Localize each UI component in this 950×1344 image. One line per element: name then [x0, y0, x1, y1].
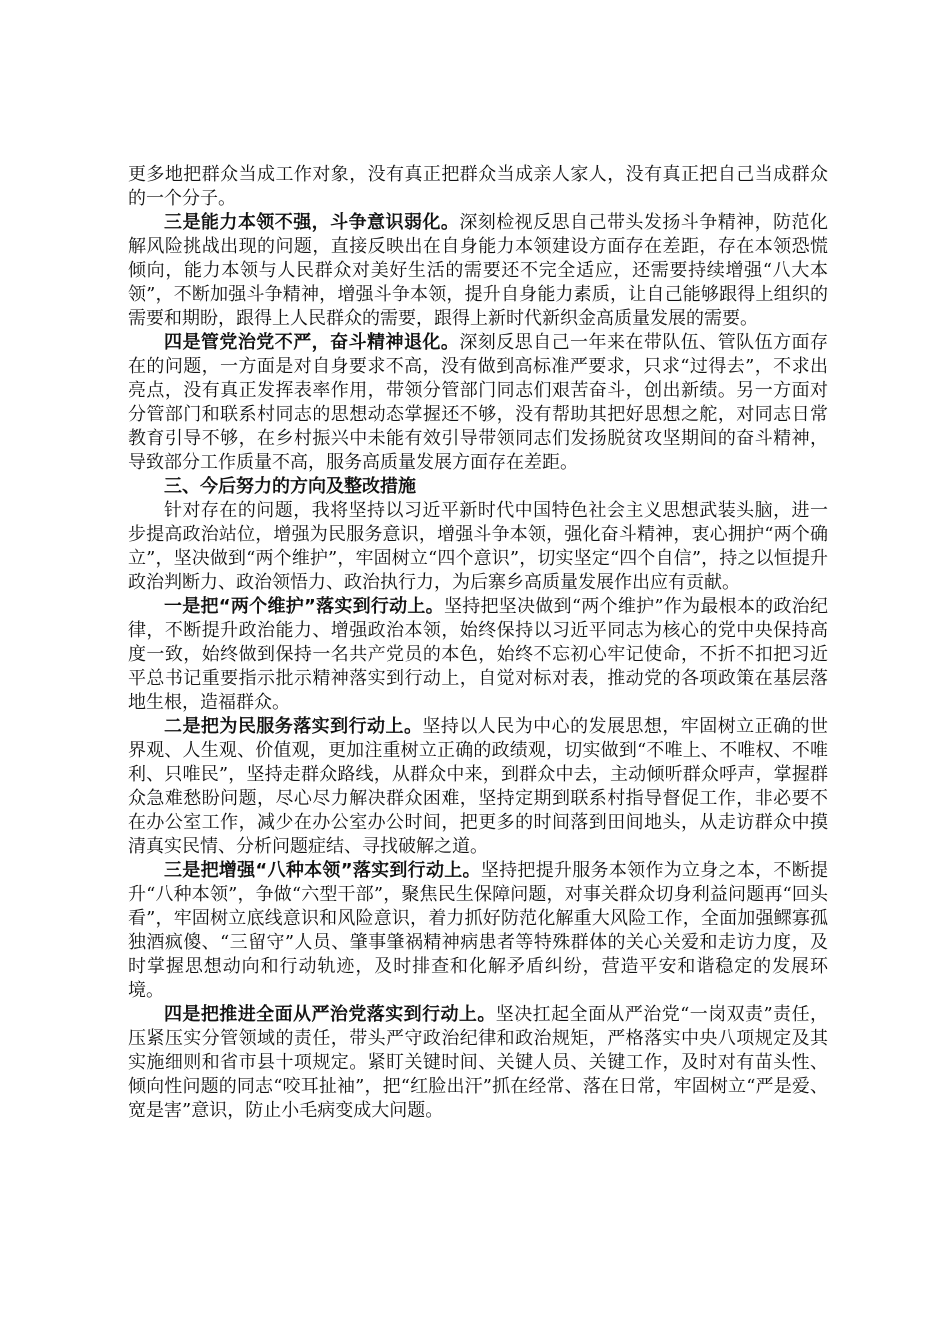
paragraph-ability: [128, 211, 828, 331]
paragraph-text: 坚决扛起全面从严治党“一岗双责”责任，压紧压实分管领域的责任，带头严守政治纪律和政治规矩，严格落实中央八项规定及其实施细则和省市县十项规定。紧盯关键时间、关键人员、关键工作，及时对有苗头性、倾向性问题的同志“咬耳扯袖”，把“红脸出汗”抓在经常、落在日常，牢固树立“严是爱、宽是害”意识，防止小毛病变成大问题。: [128, 1004, 828, 1121]
paragraph-measure-3: [128, 859, 828, 1003]
paragraph-measure-2: [128, 715, 828, 859]
paragraph-lead: 三是能力本领不强，斗争意识弱化。: [164, 212, 460, 233]
paragraph-text: 坚持把提升服务本领作为立身之本，不断提升“八种本领”，争做“六型干部”，聚焦民生保障问题，对事关群众切身利益问题再“回头看”，牢固树立底线意识和风险意识，着力抓好防范化解重大风险工作，全面加强鳏寡孤独酒疯傻、“三留守”人员、肇事肇祸精神病患者等特殊群体的关心关爱和走访力度，及时掌握思想动向和行动轨迹，及时排查和化解矛盾纠纷，营造平安和谐稳定的发展环境。: [128, 860, 828, 1001]
paragraph-lead: 二是把为民服务落实到行动上。: [164, 716, 423, 737]
paragraph-measure-4: [128, 1003, 828, 1123]
paragraph-text: 深刻检视反思自己带头发扬斗争精神，防范化解风险挑战出现的问题，直接反映出在自身能力本领建设方面存在差距，存在本领恐慌倾向，能力本领与人民群众对美好生活的需要还不完全适应，还需要持续增强“八大本领”，不断加强斗争精神，增强斗争本领，提升自身能力素质，让自己能够跟得上组织的需要和期盼，跟得上人民群众的需要，跟得上新时代新织金高质量发展的需要。: [128, 212, 828, 329]
paragraph-lead: 一是把“两个维护”落实到行动上。: [164, 596, 444, 617]
paragraph-text: 坚持把坚决做到“两个维护”作为最根本的政治纪律，不断提升政治能力、增强政治本领，始终保持以习近平同志为核心的党中央保持高度一致，始终做到保持一名共产党员的本色，始终不忘初心牢记使命，不折不扣把习近平总书记重要指示批示精神落实到行动上，自觉对标对表，推动党的各项政策在基层落地生根，造福群众。: [128, 596, 828, 713]
paragraph-continuation: [128, 163, 828, 211]
paragraph-lead: 四是管党治党不严，奋斗精神退化。: [164, 332, 460, 353]
paragraph-party-management: [128, 331, 828, 475]
section-heading: 三、今后努力的方向及整改措施: [164, 476, 416, 497]
paragraph-text: 更多地把群众当成工作对象，没有真正把群众当成亲人家人，没有真正把自己当成群众的一个分子。: [128, 164, 828, 209]
paragraph-text: 深刻反思自己一年来在带队伍、管队伍方面存在的问题，一方面是对自身要求不高，没有做到高标准严要求，只求“过得去”，不求出亮点，没有真正发挥表率作用，带领分管部门同志们艰苦奋斗，创出新绩。另一方面对分管部门和联系村同志的思想动态掌握还不够，没有帮助其把好思想之舵，对同志日常教育引导不够，在乡村振兴中未能有效引导带领同志们发扬脱贫攻坚期间的奋斗精神，导致部分工作质量不高，服务高质量发展方面存在差距。: [128, 332, 828, 473]
paragraph-lead: 三是把增强“八种本领”落实到行动上。: [164, 860, 481, 881]
paragraph-text: 坚持以人民为中心的发展思想，牢固树立正确的世界观、人生观、价值观，更加注重树立正确的政绩观，切实做到“不唯上、不唯权、不唯利、只唯民”，坚持走群众路线，从群众中来，到群众中去，主动倾听群众呼声，掌握群众急难愁盼问题，尽心尽力解决群众困难，坚持定期到联系村指导督促工作，非必要不在办公室工作，减少在办公室办公时间，把更多的时间落到田间地头，从走访群众中摸清真实民情、分析问题症结、寻找破解之道。: [128, 716, 829, 857]
paragraph-intro: [128, 499, 828, 595]
paragraph-lead: 四是把推进全面从严治党落实到行动上。: [164, 1004, 496, 1025]
document-body: [128, 163, 828, 1123]
paragraph-text: 针对存在的问题，我将坚持以习近平新时代中国特色社会主义思想武装头脑，进一步提高政治站位，增强为民服务意识，增强斗争本领，强化奋斗精神，衷心拥护“两个确立”，坚决做到“两个维护”，牢固树立“四个意识”，切实坚定“四个自信”，持之以恒提升政治判断力、政治领悟力、政治执行力，为后寨乡高质量发展作出应有贡献。: [128, 500, 828, 593]
paragraph-measure-1: [128, 595, 828, 715]
